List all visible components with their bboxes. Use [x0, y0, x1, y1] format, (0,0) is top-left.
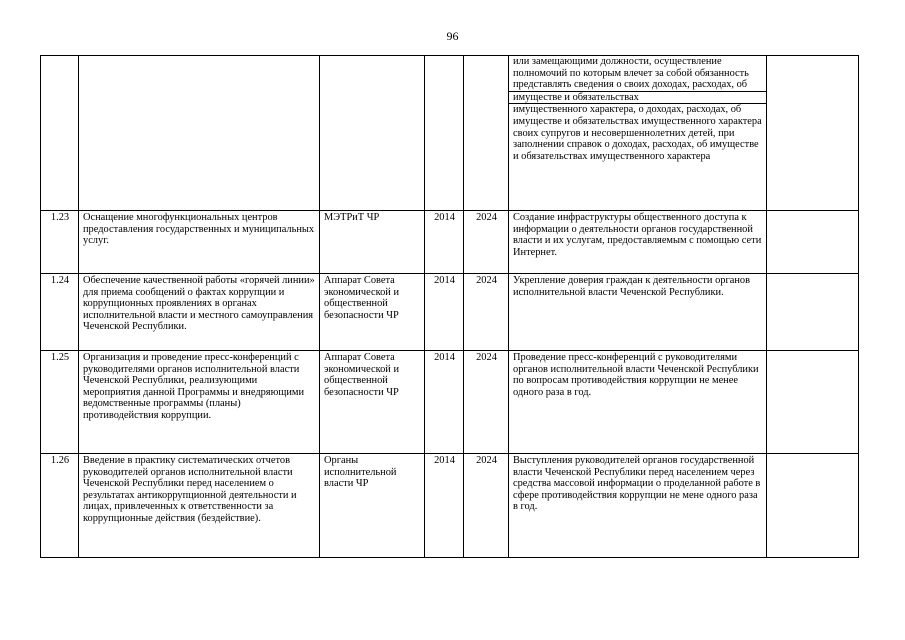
cell-year-start: 2014	[425, 351, 464, 454]
cell-executor	[320, 56, 425, 211]
cell-note	[767, 211, 859, 274]
cell-number: 1.24	[41, 274, 79, 351]
cell-number: 1.26	[41, 454, 79, 558]
result-text-part-b: имуществе и обязательствах	[509, 91, 766, 104]
page-number: 96	[446, 29, 459, 43]
table-row	[41, 351, 859, 454]
cell-executor: МЭТРиТ ЧР	[320, 211, 425, 274]
table-row	[41, 454, 859, 558]
cell-executor: Аппарат Совета экономической и общественной безопасности ЧР	[320, 351, 425, 454]
cell-result	[509, 56, 767, 211]
cell-year-start	[425, 56, 464, 211]
cell-result: Проведение пресс-конференций с руководителями органов исполнительной власти Чеченской Республики по вопросам противодействия коррупции не менее одного раза в год.	[509, 351, 767, 454]
cell-result: Выступления руководителей органов государственной власти Чеченской Республики перед населением через средства массовой информации о проделанной работе в сфере противодействия коррупции не мене одного раза в год.	[509, 454, 767, 558]
cell-year-end: 2024	[464, 211, 509, 274]
cell-result: Создание инфраструктуры общественного доступа к информации о деятельности органов государственной власти и их услугам, предоставляемым с помощью сети Интернет.	[509, 211, 767, 274]
table-row	[41, 211, 859, 274]
cell-year-end: 2024	[464, 351, 509, 454]
cell-executor: Органы исполнительной власти ЧР	[320, 454, 425, 558]
cell-activity: Обеспечение качественной работы «горячей линии» для приема сообщений о фактах коррупции и коррупционных проявлениях в органах исполнительной власти и местного самоуправления Чеченской Республики.	[79, 274, 320, 351]
cell-activity: Оснащение многофункциональных центров предоставления государственных и муниципальных услуг.	[79, 211, 320, 274]
cell-activity: Организация и проведение пресс-конференций с руководителями органов исполнительной власти Чеченской Республики, реализующими мероприятия данной Программы и внедряющими ведомственные программы (планы) противодействия коррупции.	[79, 351, 320, 454]
cell-activity	[79, 56, 320, 211]
result-text-part-a: или замещающими должности, осуществление полномочий по которым влечет за собой обязанность представлять сведения о своих доходах, расходах, об	[513, 56, 749, 91]
cell-number: 1.25	[41, 351, 79, 454]
cell-number: 1.23	[41, 211, 79, 274]
cell-note	[767, 454, 859, 558]
cell-note	[767, 274, 859, 351]
cell-year-start: 2014	[425, 274, 464, 351]
cell-executor: Аппарат Совета экономической и общественной безопасности ЧР	[320, 274, 425, 351]
cell-note	[767, 351, 859, 454]
result-text-part-c: имущественного характера, о доходах, расходах, об имуществе и обязательствах имущественного характера своих супругов и несовершеннолетних детей, при заполнении справок о доходах, расходах, об имуществе и обязательствах имущественного характера	[509, 103, 766, 162]
cell-note	[767, 56, 859, 211]
cell-activity: Введение в практику систематических отчетов руководителей органов исполнительной власти Чеченской Республики перед населением о результатах антикоррупционной деятельности и лицах, привлеченных к ответственности за коррупционные действия (бездействие).	[79, 454, 320, 558]
cell-year-start: 2014	[425, 211, 464, 274]
table-row-continuation	[41, 56, 859, 211]
program-activities-table	[40, 55, 859, 558]
cell-year-end: 2024	[464, 274, 509, 351]
cell-number	[41, 56, 79, 211]
table-row	[41, 274, 859, 351]
cell-result: Укрепление доверия граждан к деятельности органов исполнительной власти Чеченской Республики.	[509, 274, 767, 351]
cell-year-start: 2014	[425, 454, 464, 558]
cell-year-end	[464, 56, 509, 211]
cell-year-end: 2024	[464, 454, 509, 558]
